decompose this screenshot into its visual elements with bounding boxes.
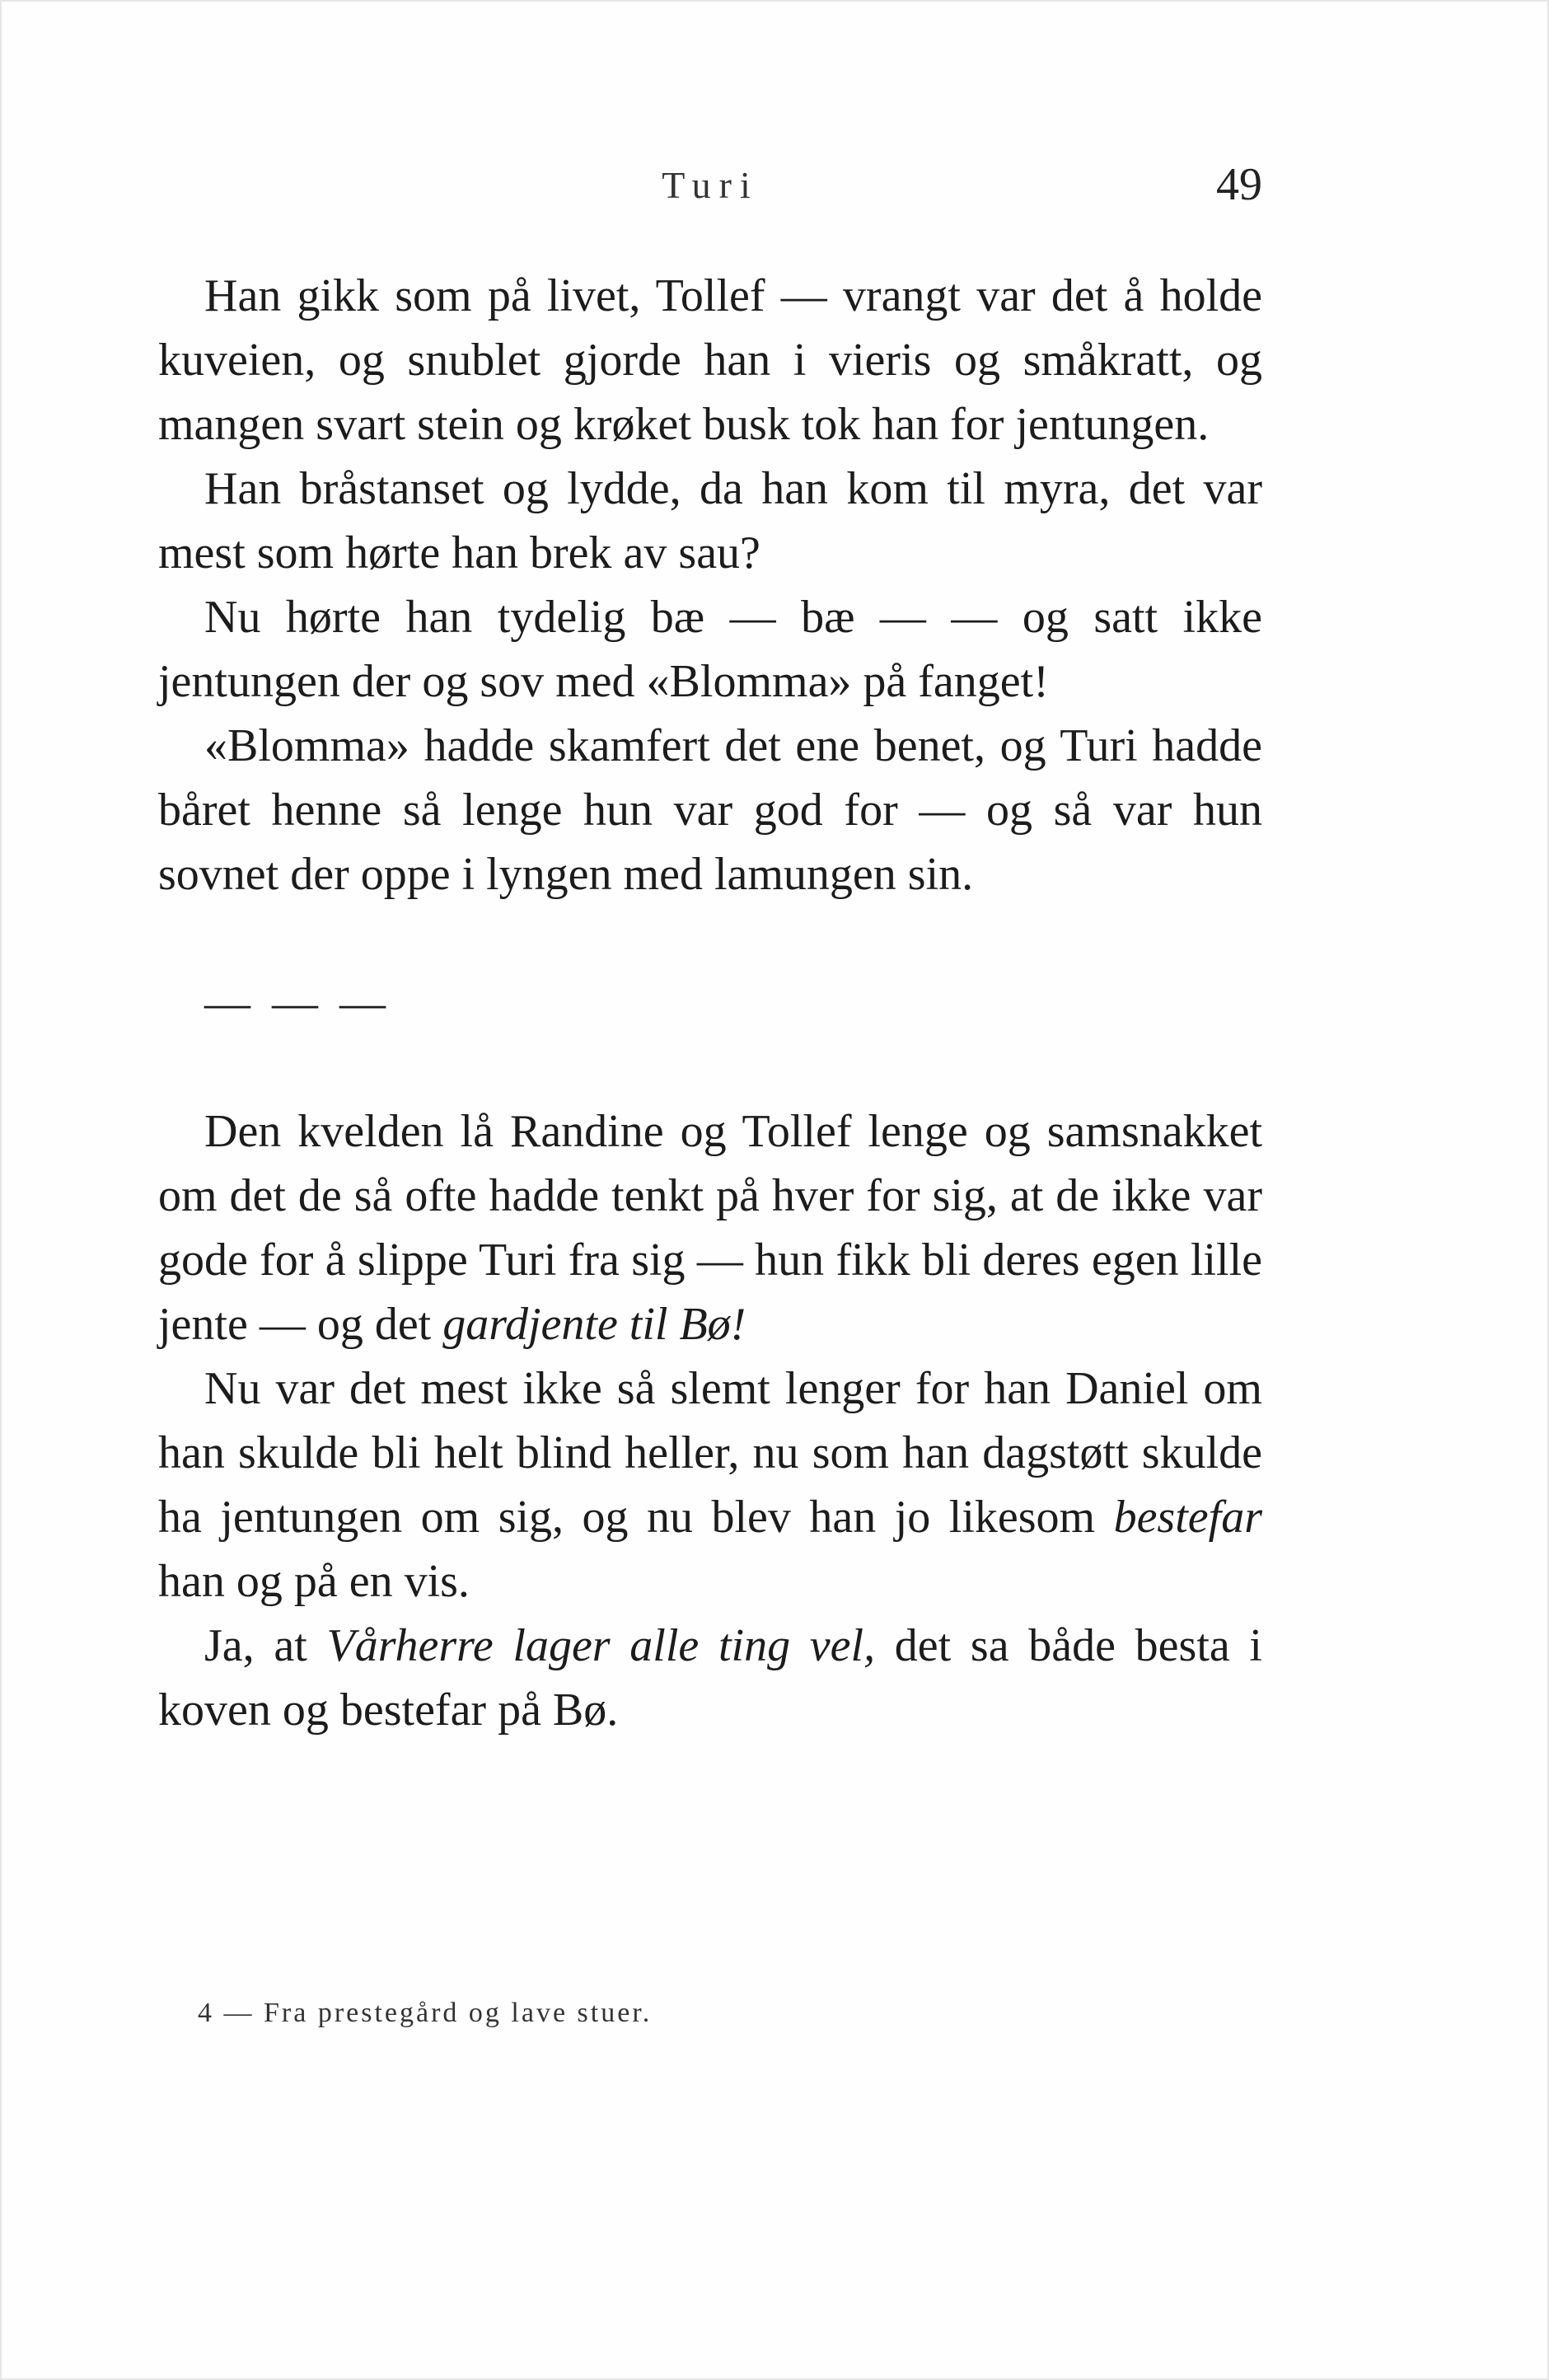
body-text (158, 264, 1262, 1742)
page-number: 49 (1216, 159, 1262, 210)
paragraph-6-text: Nu var det mest ikke så slemt lenger for han Daniel om han skulde bli helt blind heller, nu som han dagstøtt skulde ha jentungen om sig, og nu blev han jo likesom (158, 1363, 1262, 1543)
signature-footnote: 4 — Fra prestegård og lave stuer. (198, 1998, 653, 2028)
paragraph-6 (158, 1356, 1262, 1614)
paragraph-1: Han gikk som på livet, Tollef — vrangt var det å holde kuveien, og snublet gjorde han i vieris og småkratt, og mangen svart stein og krøket busk tok han for jentungen. (158, 270, 1262, 450)
paragraph-5 (158, 1099, 1262, 1356)
paragraph-7-text: Ja, at (204, 1620, 327, 1671)
paragraph-7 (158, 1614, 1262, 1742)
paragraph-6-italic: bestefar (1113, 1492, 1262, 1543)
paragraph-5-text: Den kvelden lå Randine og Tollef lenge og samsnakket om det de så ofte hadde tenkt på hver for sig, at de ikke var gode for å slippe Turi fra sig — hun fikk bli deres egen lille jente — og det (158, 1106, 1262, 1350)
paragraph-2: Han bråstanset og lydde, da han kom til myra, det var mest som hørte han brek av sau? (158, 463, 1262, 579)
paragraph-5-italic: gardjente til Bø! (442, 1299, 746, 1350)
running-head (158, 159, 1262, 213)
paragraph-3: Nu hørte han tydelig bæ — bæ — — og satt ikke jentungen der og sov med «Blomma» på fanget! (158, 592, 1262, 707)
paragraph-7-end: det sa både besta i koven og bestefar på Bø. (158, 1620, 1262, 1736)
section-separator: — — — (204, 977, 391, 1028)
paragraph-4: «Blomma» hadde skamfert det ene benet, og Turi hadde båret henne så lenge hun var god for — og så var hun sovnet der oppe i lyngen med lamungen sin. (158, 720, 1262, 900)
paragraph-6-end: han og på en vis. (158, 1556, 470, 1607)
paragraph-7-italic: Vårherre lager alle ting vel, (326, 1620, 876, 1671)
running-title: Turi (662, 164, 759, 206)
